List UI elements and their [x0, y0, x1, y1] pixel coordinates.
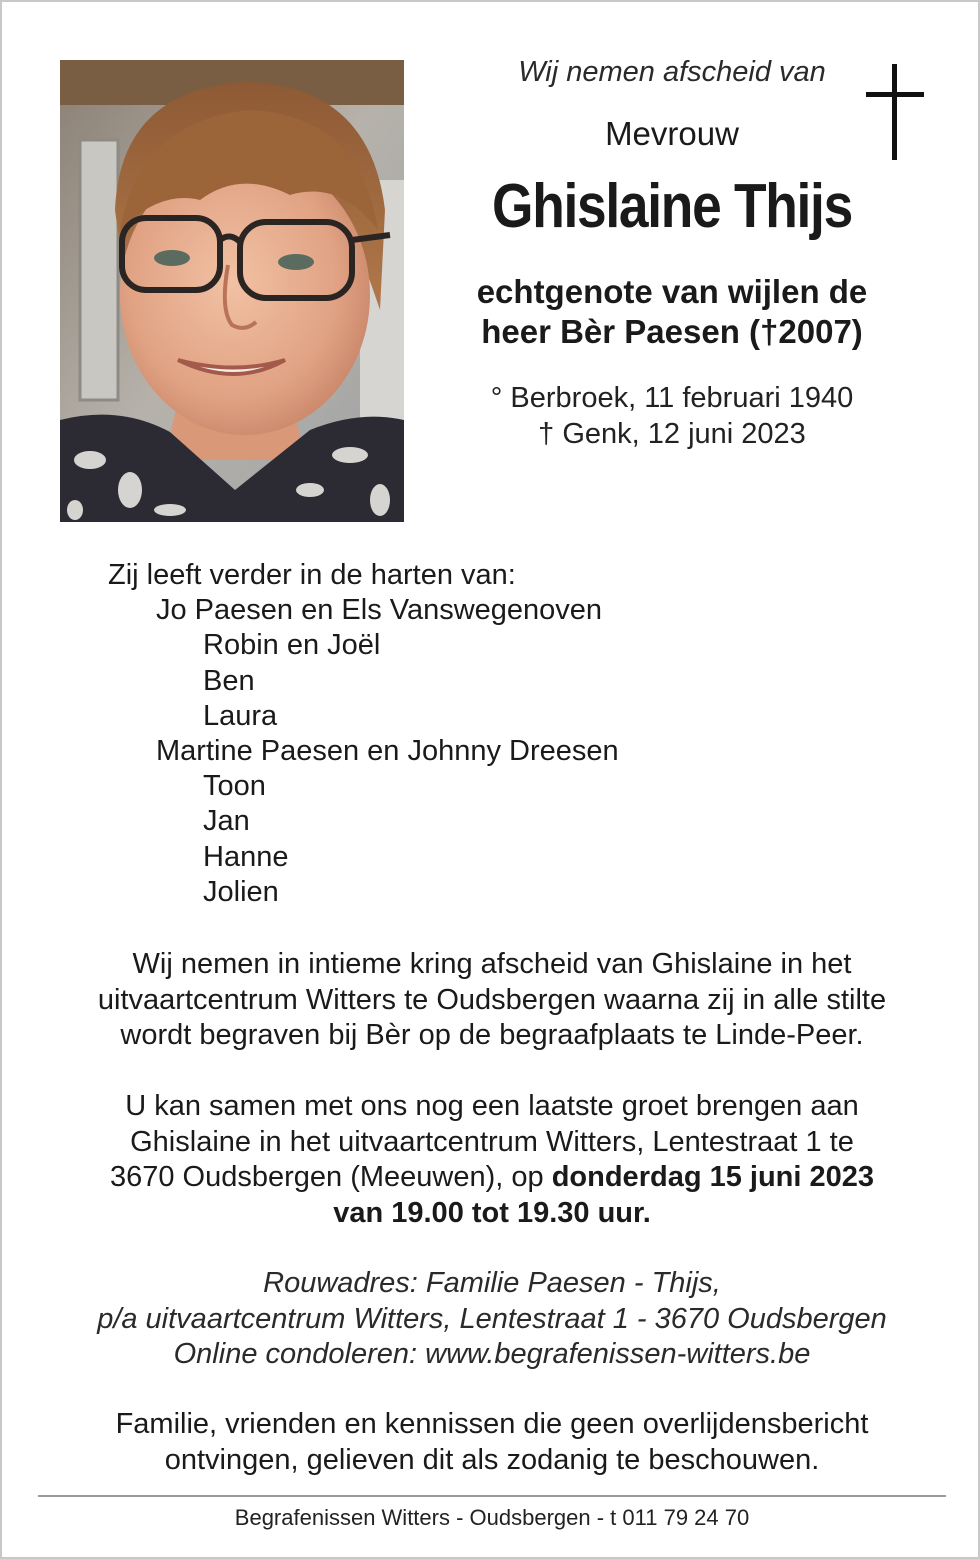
family-child: Ben: [203, 664, 255, 697]
spouse-line: echtgenote van wijlen de: [476, 273, 868, 310]
family-child: Toon: [203, 770, 266, 803]
death-date: † Genk, 12 juni 2023: [538, 418, 806, 450]
mourning-address: [42, 1266, 942, 1373]
intro-text: Wij nemen afscheid van: [518, 56, 826, 88]
spouse-line: heer Bèr Paesen (†2007): [481, 313, 863, 350]
notice-line: ontvingen, gelieven dit als zodanig te beschouwen.: [164, 1443, 820, 1476]
family-parents: Jo Paesen en Els Vanswegenoven: [156, 594, 603, 627]
visitation-paragraph: [42, 1089, 942, 1231]
visitation-line: [42, 1160, 942, 1196]
survivors-list: [108, 558, 619, 910]
notice-line: Familie, vrienden en kennissen die geen overlijdensbericht: [115, 1408, 869, 1440]
visitation-location: 3670 Oudsbergen (Meeuwen), op: [109, 1161, 552, 1193]
ceremony-line: uitvaartcentrum Witters te Oudsbergen waarna zij in alle stilte: [97, 983, 887, 1016]
spouse-info: [442, 272, 902, 352]
deceased-name: Ghislaine Thijs: [492, 172, 852, 241]
address-line: Rouwadres: Familie Paesen - Thijs,: [263, 1267, 721, 1299]
family-child: Robin en Joël: [203, 629, 381, 662]
ceremony-line: wordt begraven bij Bèr op de begraafplaats te Linde-Peer.: [120, 1019, 864, 1051]
visitation-line: U kan samen met ons nog een laatste groet brengen aan: [125, 1090, 859, 1122]
ceremony-line: Wij nemen in intieme kring afscheid van Ghislaine in het: [132, 948, 852, 980]
address-line: p/a uitvaartcentrum Witters, Lentestraat 1 - 3670 Oudsbergen: [97, 1302, 887, 1335]
funeral-home-footer: Begrafenissen Witters - Oudsbergen - t 011 79 24 70: [234, 1505, 750, 1530]
birth-date: ° Berbroek, 11 februari 1940: [490, 382, 854, 414]
cross-icon: [866, 64, 924, 160]
condolence-link: Online condoleren: www.begrafenissen-witters.be: [173, 1338, 811, 1370]
family-child: Jan: [203, 805, 250, 838]
footer-divider: [38, 1495, 946, 1497]
life-dates: [442, 380, 902, 452]
honorific: Mevrouw: [605, 115, 739, 152]
family-child: Jolien: [203, 875, 279, 908]
visitation-line: Ghislaine in het uitvaartcentrum Witters, Lentestraat 1 te: [130, 1125, 854, 1158]
visitation-time: van 19.00 tot 19.30 uur.: [333, 1196, 651, 1229]
portrait-photo: [60, 60, 404, 522]
family-child: Hanne: [203, 840, 289, 873]
notice-paragraph: [42, 1407, 942, 1478]
family-parents: Martine Paesen en Johnny Dreesen: [156, 735, 619, 768]
visitation-date: donderdag 15 juni 2023: [551, 1161, 875, 1193]
ceremony-paragraph: [42, 947, 942, 1054]
survivors-heading: Zij leeft verder in de harten van:: [108, 559, 516, 591]
deceased-header: [442, 52, 902, 452]
family-child: Laura: [203, 699, 278, 732]
